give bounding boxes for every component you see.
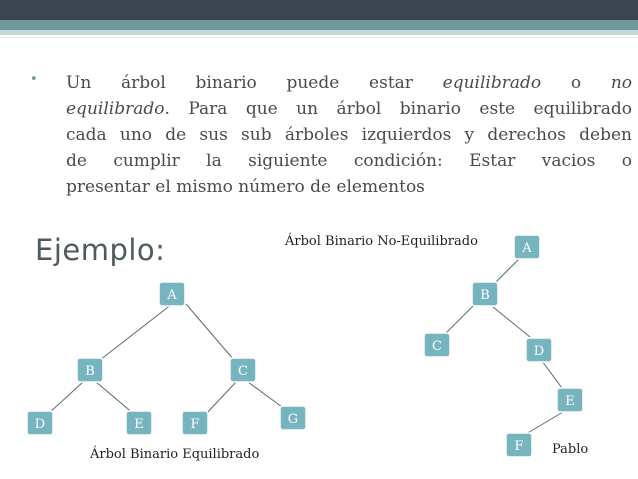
- balanced-node-label-g: G: [287, 412, 299, 427]
- balanced-tree-label: Árbol Binario Equilibrado: [90, 447, 260, 462]
- unbalanced-node-label-a: A: [522, 241, 532, 256]
- edge-ud-ue: [542, 361, 562, 388]
- unbalanced-tree-label: Árbol Binario No-Equilibrado: [285, 234, 478, 249]
- edge-c-f: [206, 382, 236, 414]
- balanced-tree: [27, 282, 306, 435]
- balanced-node-label-f: F: [190, 417, 200, 432]
- unbalanced-node-label-f: F: [514, 439, 524, 454]
- unbalanced-node-label-b: B: [480, 288, 490, 303]
- balanced-node-f: [182, 411, 208, 435]
- balanced-node-e: [126, 411, 152, 435]
- unbalanced-node-label-e: E: [565, 394, 575, 409]
- balanced-node-d: [27, 411, 53, 435]
- slide-title: Ejemplo:: [35, 233, 166, 267]
- bullet-line-1-text: Un árbol binario puede estar: [66, 73, 443, 93]
- bullet-line-5: presentar el mismo número de elementos: [66, 177, 425, 197]
- unbalanced-node-label-c: C: [432, 339, 442, 354]
- balanced-node-label-a: A: [167, 288, 177, 303]
- unbalanced-node-c: [424, 333, 450, 357]
- bullet-line-1-italic-2: no: [610, 73, 633, 93]
- unbalanced-tree: [424, 235, 583, 457]
- unbalanced-node-a: [514, 235, 540, 259]
- bullet-line-4: de cumplir la siguiente condición: Estar vacios o: [66, 151, 632, 171]
- balanced-node-label-c: C: [238, 364, 248, 379]
- edge-ue-uf: [526, 412, 563, 434]
- unbalanced-node-d: [526, 338, 552, 362]
- edge-a-c: [186, 304, 234, 360]
- unbalanced-node-b: [472, 282, 498, 306]
- edge-a-b: [100, 304, 172, 360]
- bullet-marker: •: [30, 72, 38, 87]
- balanced-node-g: [280, 406, 306, 430]
- balanced-node-b: [77, 358, 103, 382]
- bullet-line-1-italic: equilibrado: [442, 73, 542, 93]
- edge-c-g: [248, 382, 282, 407]
- unbalanced-node-f: [506, 433, 532, 457]
- bullet-line-2-text: . Para que un árbol binario este equilibrado: [164, 99, 632, 119]
- bullet-line-3: cada uno de sus sub árboles izquierdos y derechos deben: [66, 125, 632, 145]
- balanced-node-label-d: D: [34, 417, 46, 432]
- bullet-line-1-mid: o: [541, 73, 611, 93]
- author-label: Pablo: [552, 442, 589, 457]
- edge-b-d: [48, 382, 83, 414]
- edge-b-e: [96, 382, 134, 414]
- edge-ub-uc: [446, 305, 474, 333]
- balanced-node-label-e: E: [134, 417, 144, 432]
- balanced-node-label-b: B: [85, 364, 95, 379]
- edge-ub-ud: [493, 307, 530, 337]
- unbalanced-node-e: [557, 388, 583, 412]
- balanced-node-a: [159, 282, 185, 306]
- bullet-line-2-italic: equilibrado: [66, 99, 165, 119]
- unbalanced-node-label-d: D: [533, 344, 545, 359]
- balanced-node-c: [230, 358, 256, 382]
- edge-ua-ub: [496, 258, 520, 282]
